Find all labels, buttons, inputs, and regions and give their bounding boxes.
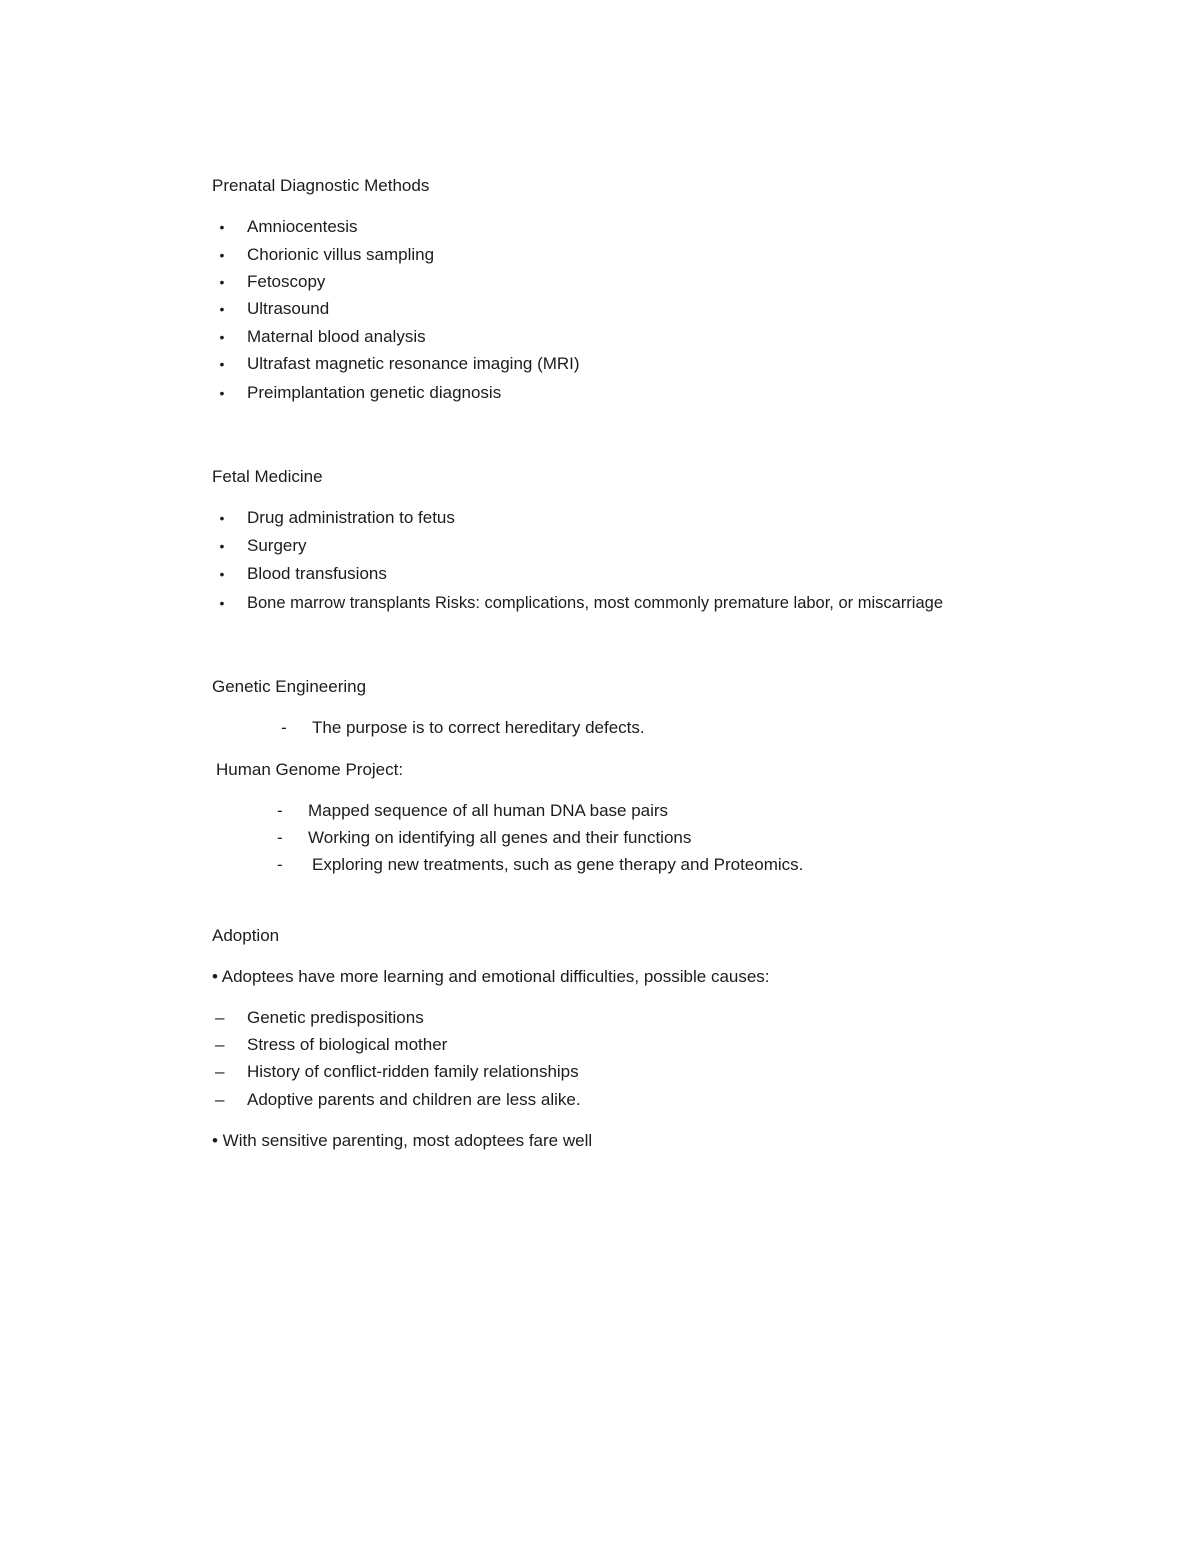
- list-item-text: Genetic predispositions: [247, 1008, 424, 1027]
- subheading-hgp: Human Genome Project:: [216, 760, 404, 779]
- list-item-text: Blood transfusions: [247, 564, 387, 583]
- list-item-text: Amniocentesis: [247, 217, 358, 236]
- bullet-icon: •: [219, 510, 225, 526]
- list-item-text: The purpose is to correct hereditary defects.: [312, 718, 645, 737]
- list-item-text: Working on identifying all genes and their functions: [308, 828, 692, 847]
- list-item-text: Surgery: [247, 536, 307, 555]
- list-item-text: History of conflict-ridden family relationships: [247, 1062, 579, 1081]
- dash-icon: –: [215, 1062, 225, 1081]
- section-heading-genetic: Genetic Engineering: [212, 677, 367, 696]
- bullet-icon: •: [219, 385, 225, 401]
- dash-icon: -: [281, 718, 287, 737]
- adoption-intro: • Adoptees have more learning and emotional difficulties, possible causes:: [212, 967, 770, 986]
- bullet-icon: •: [219, 247, 225, 263]
- list-item-text: Fetoscopy: [247, 272, 326, 291]
- list-item-text: Stress of biological mother: [247, 1035, 448, 1054]
- bullet-icon: •: [219, 356, 225, 372]
- dash-icon: -: [277, 828, 283, 847]
- adoption-closing: • With sensitive parenting, most adoptees fare well: [212, 1131, 593, 1150]
- list-item-text: Exploring new treatments, such as gene therapy and Proteomics.: [312, 855, 804, 874]
- list-item-text: Maternal blood analysis: [247, 327, 426, 346]
- list-item-text: Mapped sequence of all human DNA base pairs: [308, 801, 669, 820]
- list-item-text: Chorionic villus sampling: [247, 245, 435, 264]
- dash-icon: -: [277, 801, 283, 820]
- list-item-text: Preimplantation genetic diagnosis: [247, 383, 502, 402]
- bullet-icon: •: [219, 219, 225, 235]
- section-heading-adoption: Adoption: [212, 926, 280, 945]
- list-item-text: Adoptive parents and children are less alike.: [247, 1090, 581, 1109]
- list-item-text: Ultrasound: [247, 299, 330, 318]
- section-heading-prenatal: Prenatal Diagnostic Methods: [212, 176, 430, 195]
- bullet-icon: •: [219, 566, 225, 582]
- list-item-text: Ultrafast magnetic resonance imaging (MRI): [247, 354, 580, 373]
- bullet-icon: •: [219, 538, 225, 554]
- bullet-icon: •: [219, 595, 225, 611]
- list-item-text: Drug administration to fetus: [247, 508, 455, 527]
- list-item-text: Bone marrow transplants Risks: complications, most commonly premature labor, or miscarriage: [247, 594, 943, 612]
- dash-icon: –: [215, 1008, 225, 1027]
- bullet-icon: •: [219, 274, 225, 290]
- dash-icon: -: [277, 855, 283, 874]
- bullet-icon: •: [219, 329, 225, 345]
- section-heading-fetal: Fetal Medicine: [212, 467, 323, 486]
- bullet-icon: •: [219, 301, 225, 317]
- dash-icon: –: [215, 1035, 225, 1054]
- dash-icon: –: [215, 1090, 225, 1109]
